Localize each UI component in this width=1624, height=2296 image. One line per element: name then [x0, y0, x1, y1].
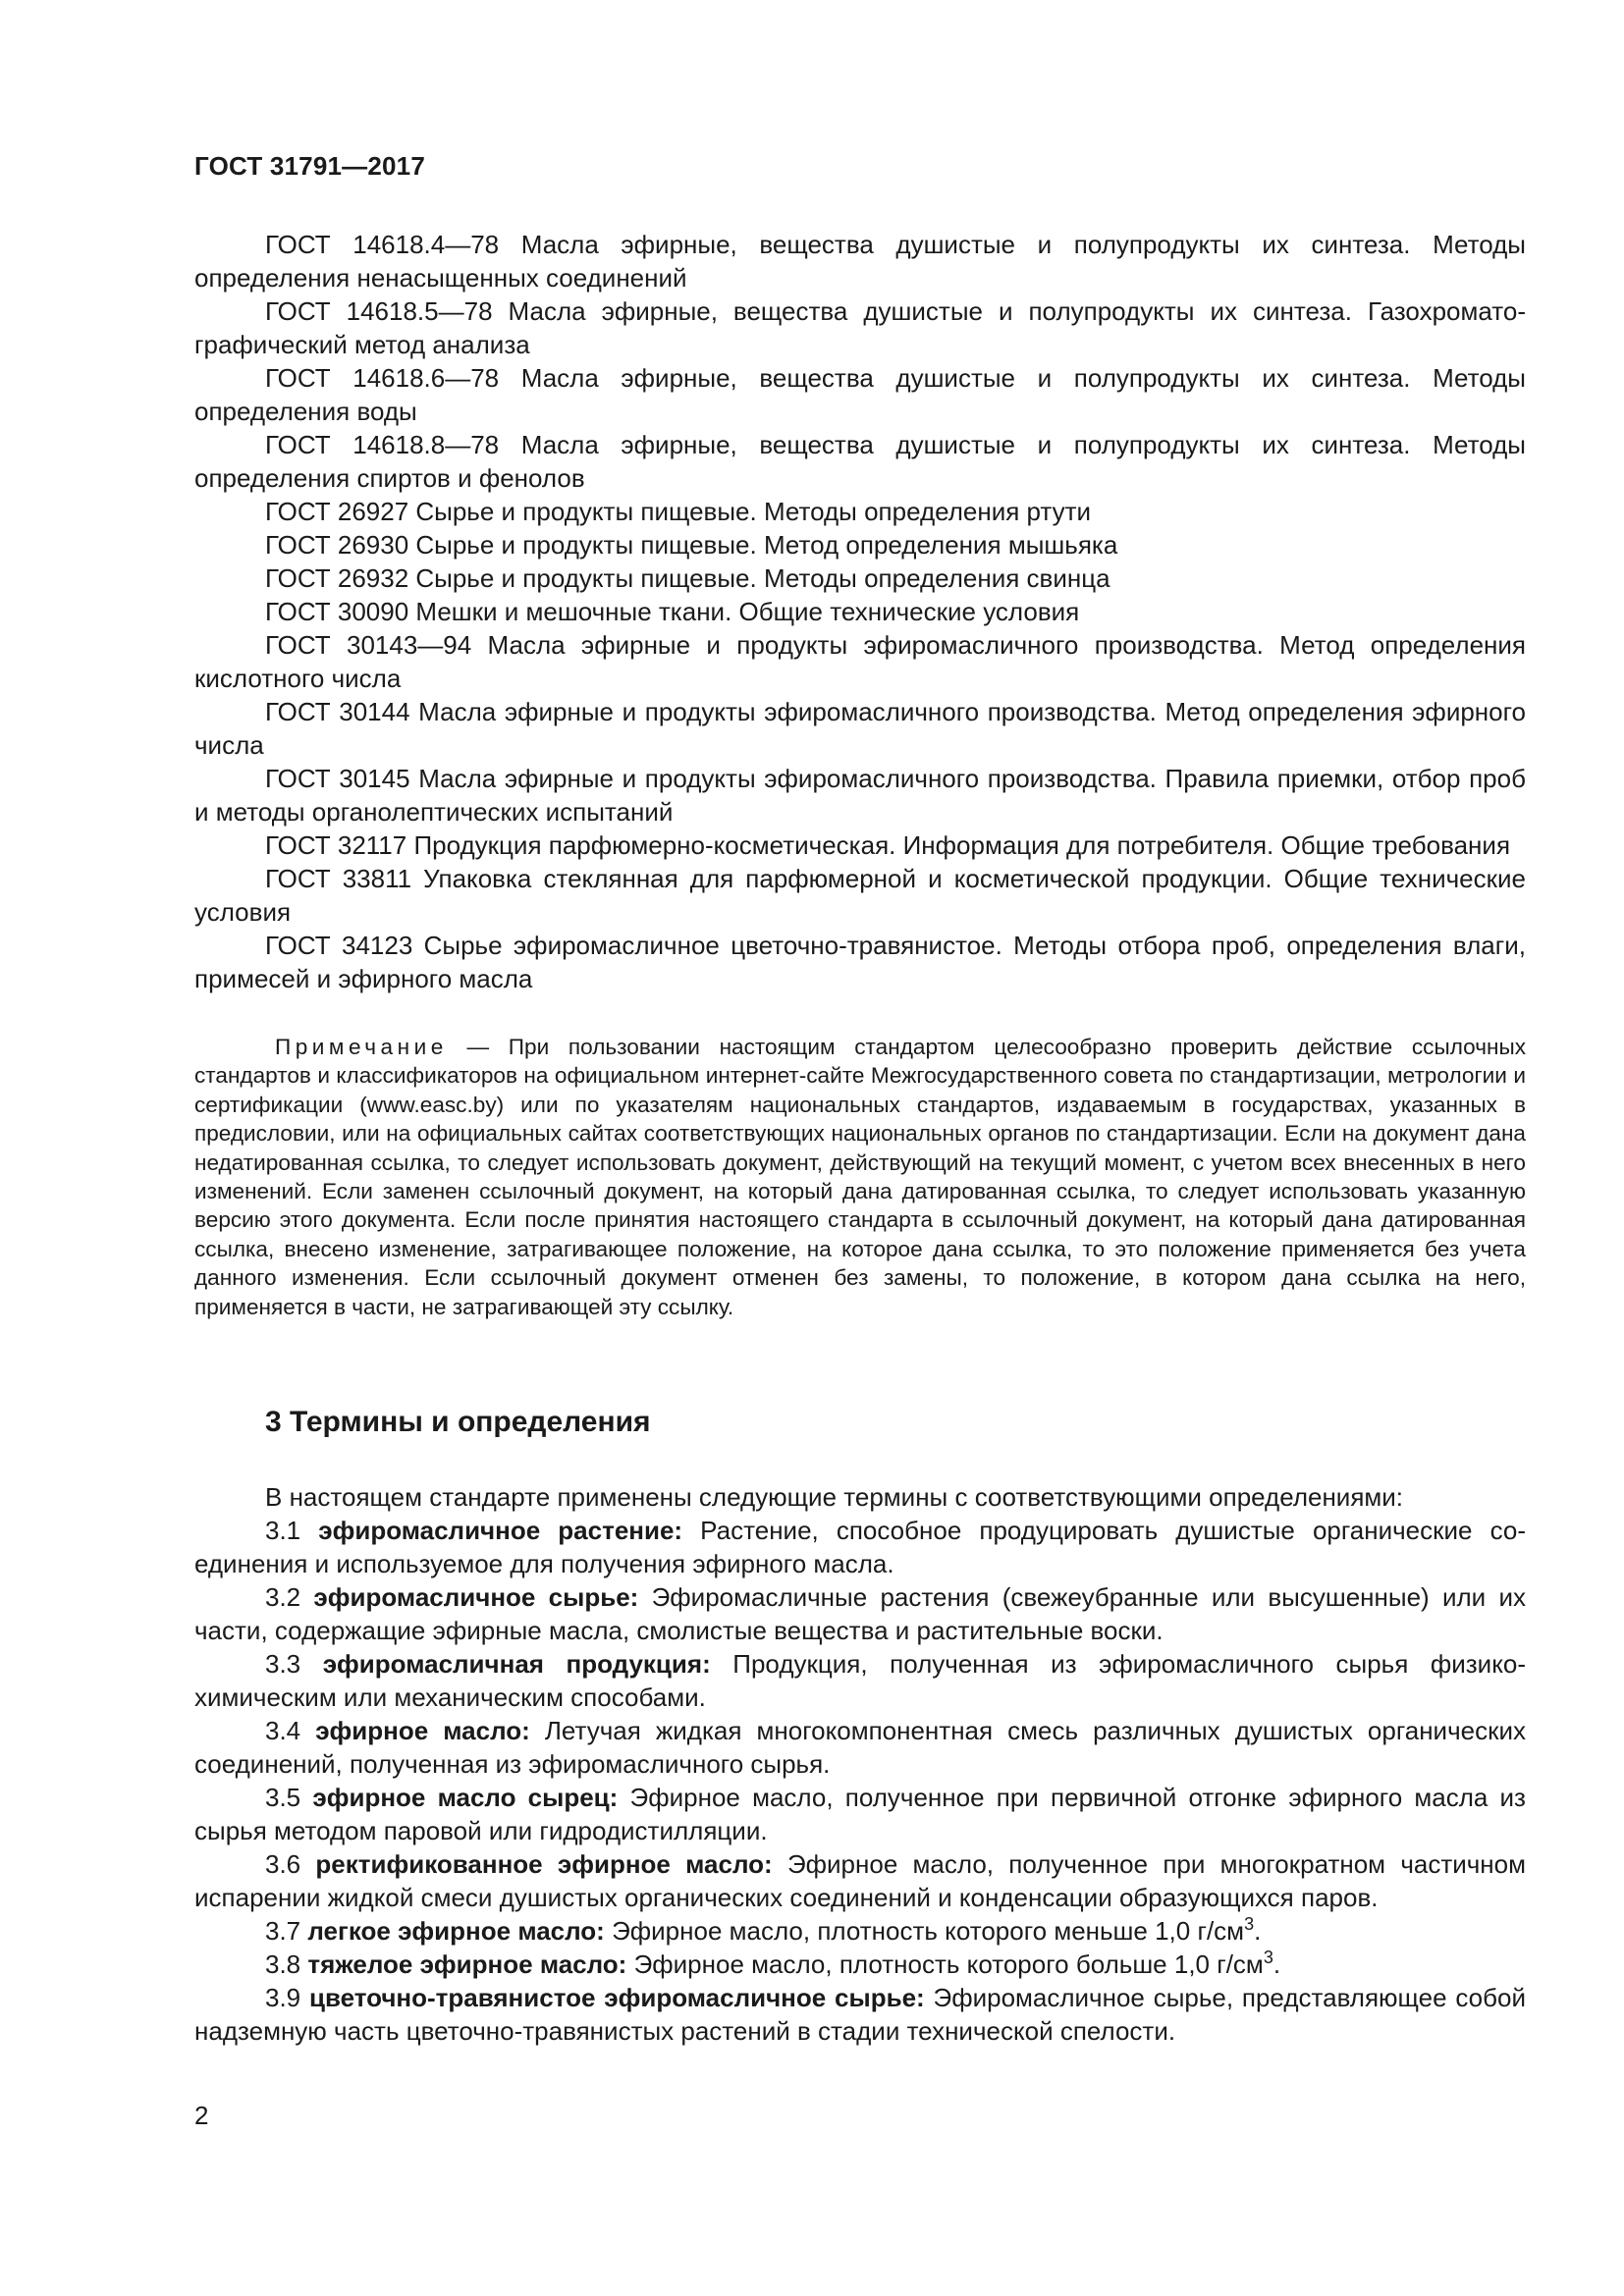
terms-intro: В настоящем стандарте применены следующие термины с соответствующими определениями:	[265, 1482, 1404, 1512]
term-entry	[194, 1781, 1526, 1847]
term-tail: .	[1254, 1916, 1262, 1946]
term-number: 3.6	[265, 1849, 316, 1879]
term-name: тяжелое эфирное масло:	[307, 1949, 627, 1979]
term-entry	[194, 1514, 1526, 1580]
note-block	[194, 1033, 1526, 1321]
section-title: 3 Термины и определения	[265, 1406, 651, 1438]
term-number: 3.7	[265, 1916, 308, 1946]
reference-item: ГОСТ 14618.4—78 Масла эфирные, вещества душистые и полупродукты их синтеза. Методы определения ненасыщенных соединений	[194, 230, 1526, 293]
term-definition: Эфиромасличное сырье, представляющее собой надземную часть цветочно-травянистых растений в стадии технической спелости.	[194, 1983, 1526, 2046]
reference-item: ГОСТ 34123 Сырье эфиромасличное цветочно-травянистое. Методы отбора проб, определения влаги, примесей и эфирного масла	[194, 931, 1526, 993]
term-entry	[194, 1714, 1526, 1781]
term-name: цветочно-травянистое эфиромасличное сырье:	[308, 1983, 925, 2012]
term-entry	[194, 1914, 1526, 1948]
reference-item: ГОСТ 30143—94 Масла эфирные и продукты эфиромасличного производства. Метод определения кислотного числа	[194, 630, 1526, 693]
page-number: 2	[194, 2101, 209, 2130]
term-entry	[194, 1847, 1526, 1914]
reference-item: ГОСТ 26932 Сырье и продукты пищевые. Методы определения свинца	[265, 563, 1110, 593]
normative-references-list	[194, 228, 1526, 995]
term-name: эфирное масло:	[315, 1716, 530, 1745]
reference-item: ГОСТ 30090 Мешки и мешочные ткани. Общие технические условия	[265, 597, 1080, 626]
reference-item: ГОСТ 30145 Масла эфирные и продукты эфиромасличного производства. Правила приемки, отбор проб и методы органолептических испытаний	[194, 764, 1526, 827]
note-text: — При пользовании настоящим стандартом целесообразно проверить действие ссылочных стандартов и классификаторов на официальном интернет-сайте Межгосударственного совета по стандартизации, метрологии и сертификации (www.easc.by) или по указателям национальных стандартов, издаваемым в государствах, указанных в предисловии, или на официальных сайтах соответствующих национальных органов по стандартизации. Если на документ дана недатированная ссылка, то следует использовать документ, действующий на текущий момент, с учетом всех внесенных в него изменений. Если заменен ссылочный документ, на который дана датированная ссылка, то следует использовать указанную версию этого документа. Если после принятия настоящего стандарта в ссылочный документ, на который дана датированная ссылка, внесено изменение, затрагивающее положение, на которое дана ссылка, то это положение применяется без учета данного изменения. Если ссылочный документ отменен без замены, то положение, в котором дана ссылка на него, применяется в части, не затрагивающей эту ссылку.	[194, 1035, 1526, 1319]
term-number: 3.5	[265, 1783, 313, 1812]
note-paragraph	[194, 1033, 1526, 1321]
term-name: ректификованное эфирное масло:	[315, 1849, 773, 1879]
note-label: Примечание	[275, 1035, 448, 1059]
term-number: 3.2	[265, 1582, 314, 1612]
reference-item: ГОСТ 14618.6—78 Масла эфирные, вещества душистые и полупродукты их синтеза. Методы определения воды	[194, 363, 1526, 426]
superscript: 3	[1263, 1948, 1273, 1967]
term-entry	[194, 1948, 1526, 1981]
superscript: 3	[1244, 1914, 1255, 1934]
term-definition: Эфирное масло, плотность которого меньше 1,0 г/см	[604, 1916, 1245, 1946]
reference-item: ГОСТ 32117 Продукция парфюмерно-косметическая. Информация для потребителя. Общие требования	[265, 830, 1511, 860]
reference-item: ГОСТ 33811 Упаковка стеклянная для парфюмерной и косметической продукции. Общие технические условия	[194, 864, 1526, 927]
term-definition: Эфирное масло, полученное при первичной отгонке эфирного масла из сырья методом паровой или гидродистилляции.	[194, 1783, 1526, 1845]
term-number: 3.1	[265, 1516, 319, 1545]
term-number: 3.3	[265, 1649, 323, 1679]
term-name: эфирное масло сырец:	[312, 1783, 619, 1812]
term-entry	[194, 1981, 1526, 2048]
term-name: эфиромасличная продукция:	[322, 1649, 711, 1679]
term-definition: Эфирное масло, полученное при многократном частичном испарении жидкой смеси душистых органических соединений и конденсации образующихся паров.	[194, 1849, 1526, 1912]
reference-item: ГОСТ 26930 Сырье и продукты пищевые. Метод определения мышьяка	[265, 530, 1118, 560]
term-name: легкое эфирное масло:	[307, 1916, 605, 1946]
term-entry	[194, 1647, 1526, 1714]
reference-item: ГОСТ 14618.8—78 Масла эфирные, вещества душистые и полупродукты их синтеза. Методы определения спиртов и фенолов	[194, 430, 1526, 493]
term-tail: .	[1272, 1949, 1281, 1979]
term-entry	[194, 1580, 1526, 1647]
term-definition: Продукция, полученная из эфиромасличного сырья физикохимическим или механическим способами.	[194, 1649, 1526, 1712]
document-code-header: ГОСТ 31791—2017	[194, 151, 425, 181]
reference-item: ГОСТ 14618.5—78 Масла эфирные, вещества душистые и полупродукты их синтеза. Газохроматографический метод анализа	[194, 296, 1526, 359]
reference-item: ГОСТ 26927 Сырье и продукты пищевые. Методы определения ртути	[265, 497, 1092, 526]
term-name: эфиромасличное сырье:	[313, 1582, 639, 1612]
term-definition: Эфирное масло, плотность которого больше 1,0 г/см	[626, 1949, 1264, 1979]
term-number: 3.9	[265, 1983, 309, 2012]
term-definition: Растение, способное продуцировать душистые органические соединения и используемое для получения эфирного масла.	[194, 1516, 1526, 1578]
reference-item: ГОСТ 30144 Масла эфирные и продукты эфиромасличного производства. Метод определения эфирного числа	[194, 697, 1526, 760]
term-number: 3.4	[265, 1716, 316, 1745]
term-definition: Эфиромасличные растения (свежеубранные или высушенные) или их части, содержащие эфирные масла, смолистые вещества и растительные воски.	[194, 1582, 1526, 1645]
term-name: эфиромасличное растение:	[318, 1516, 683, 1545]
terms-list	[194, 1480, 1526, 2048]
term-number: 3.8	[265, 1949, 308, 1979]
term-definition: Летучая жидкая многокомпонентная смесь различных душистых органических соединений, полученная из эфиромасличного сырья.	[194, 1716, 1526, 1779]
